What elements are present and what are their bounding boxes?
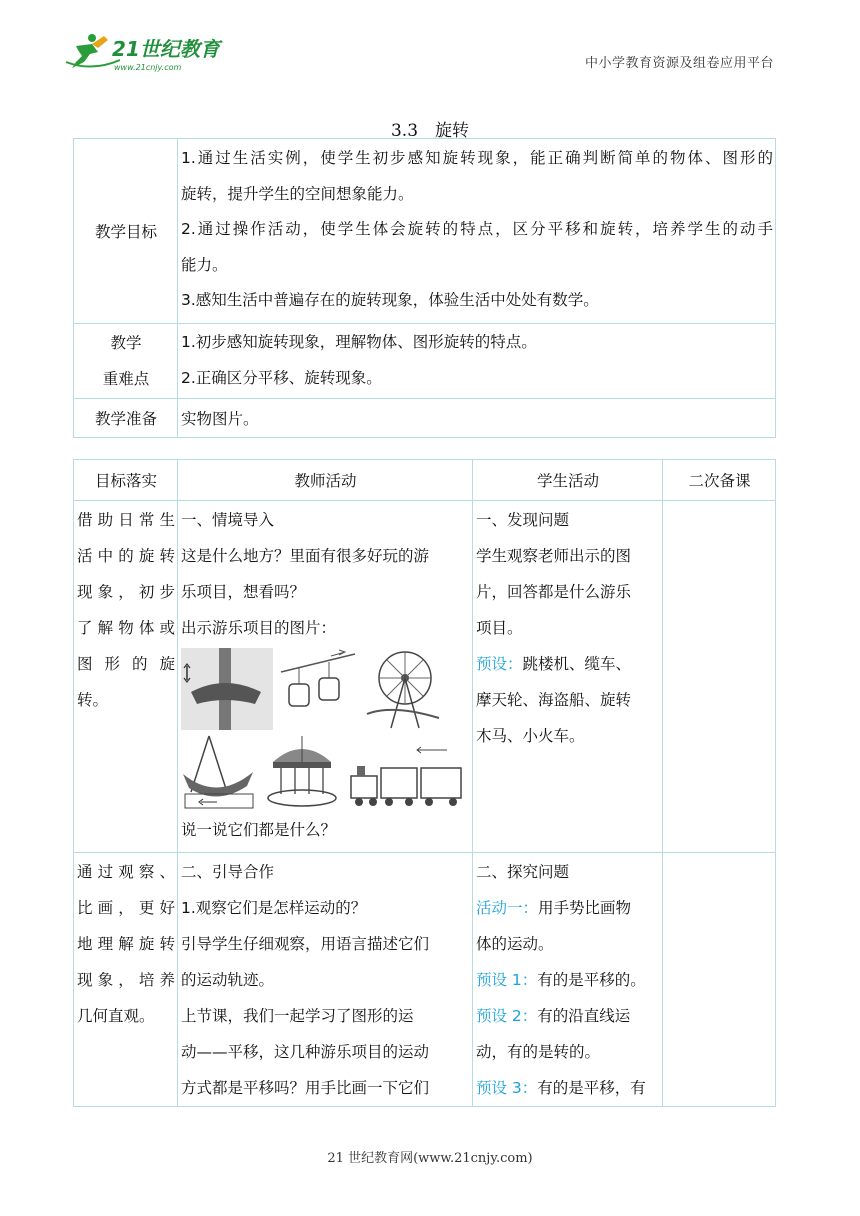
cable-car-picture [279,648,357,730]
row2-goal: 通过观察、 比画，更好 地理解旋转 现象，培养 几何直观。 [74,853,178,1107]
preset-label: 预设 1： [476,971,538,989]
row1-goal: 借助日常生 活中的旋转 现象，初步 了解物体或 图形的旋 转。 [74,501,178,853]
key-row [74,324,776,399]
key-line: 2.正确区分平移、旋转现象。 [181,369,382,387]
info-table [73,138,776,438]
row1-teacher: 一、情境导入 这是什么地方？里面有很多好玩的游 乐项目，想看吗？ 出示游乐项目的图片： 说一说它们都是什么？ [178,501,473,853]
col-header-teacher: 教师活动 [178,460,473,501]
train-picture [347,732,467,812]
goal-label: 教学目标 [74,139,178,324]
goal-line: 2.通过操作活动，使学生体会旋转的特点，区分平移和旋转，培养学生的动手 [181,220,773,239]
activity-label: 活动一： [476,899,539,917]
table-header-row [74,460,776,501]
table-row [74,501,776,853]
key-line: 1.初步感知旋转现象，理解物体、图形旋转的特点。 [181,333,537,351]
preset-label: 预设 2： [476,1007,538,1025]
row2-teacher: 二、引导合作 1.观察它们是怎样运动的？ 引导学生仔细观察，用语言描述它们 的运动轨迹。 上节课，我们一起学习了图形的运 动——平移，这几种游乐项目的运动 方式都是平移吗？用手比画一下它们 [178,853,473,1107]
ferris-wheel-picture [363,648,443,730]
goal-content [178,139,776,324]
table-row [74,853,776,1107]
goal-line: 3.感知生活中普遍存在的旋转现象，体验生活中处处有数学。 [181,291,599,310]
row1-student: 一、发现问题 学生观察老师出示的图 片，回答都是什么游乐 项目。 预设：跳楼机、缆车、 摩天轮、海盗船、旋转 木马、小火车。 [473,501,663,853]
goal-row [74,139,776,324]
col-header-goal: 目标落实 [74,460,178,501]
drop-tower-picture [181,648,273,730]
logo-url: www.21cnjy.com [114,63,182,72]
row1-notes [663,501,776,853]
pirate-ship-picture [181,732,257,812]
row2-student: 二、探究问题 活动一：用手势比画物 体的运动。 预设 1：有的是平移的。 预设 2：有的沿直线运 动，有的是转的。 预设 3：有的是平移，有 [473,853,663,1107]
activity-table [73,459,776,1107]
prep-label: 教学准备 [74,399,178,438]
goal-line: 旋转，提升学生的空间想象能力。 [181,184,414,203]
row2-notes [663,853,776,1107]
logo-text: 21世纪教育 [112,37,220,61]
logo [62,32,232,74]
preset-label: 预设 3： [476,1079,538,1097]
col-header-student: 学生活动 [473,460,663,501]
goal-line: 1.通过生活实例，使学生初步感知旋转现象，能正确判断简单的物体、图形的 [181,149,773,167]
col-header-notes: 二次备课 [663,460,776,501]
teacher-question: 说一说它们都是什么？ [181,821,337,839]
footer: 21 世纪教育网(www.21cnjy.com) [327,1151,533,1166]
prep-content: 实物图片。 [178,399,776,438]
preset-label: 预设： [476,655,523,673]
key-label: 教学 重难点 [74,324,178,399]
prep-row [74,399,776,438]
goal-line: 能力。 [181,255,228,274]
key-content [178,324,776,399]
page-title: 3.3 旋转 [390,121,470,141]
carousel-picture [263,732,341,812]
platform-name: 中小学教育资源及组卷应用平台 [584,56,774,71]
